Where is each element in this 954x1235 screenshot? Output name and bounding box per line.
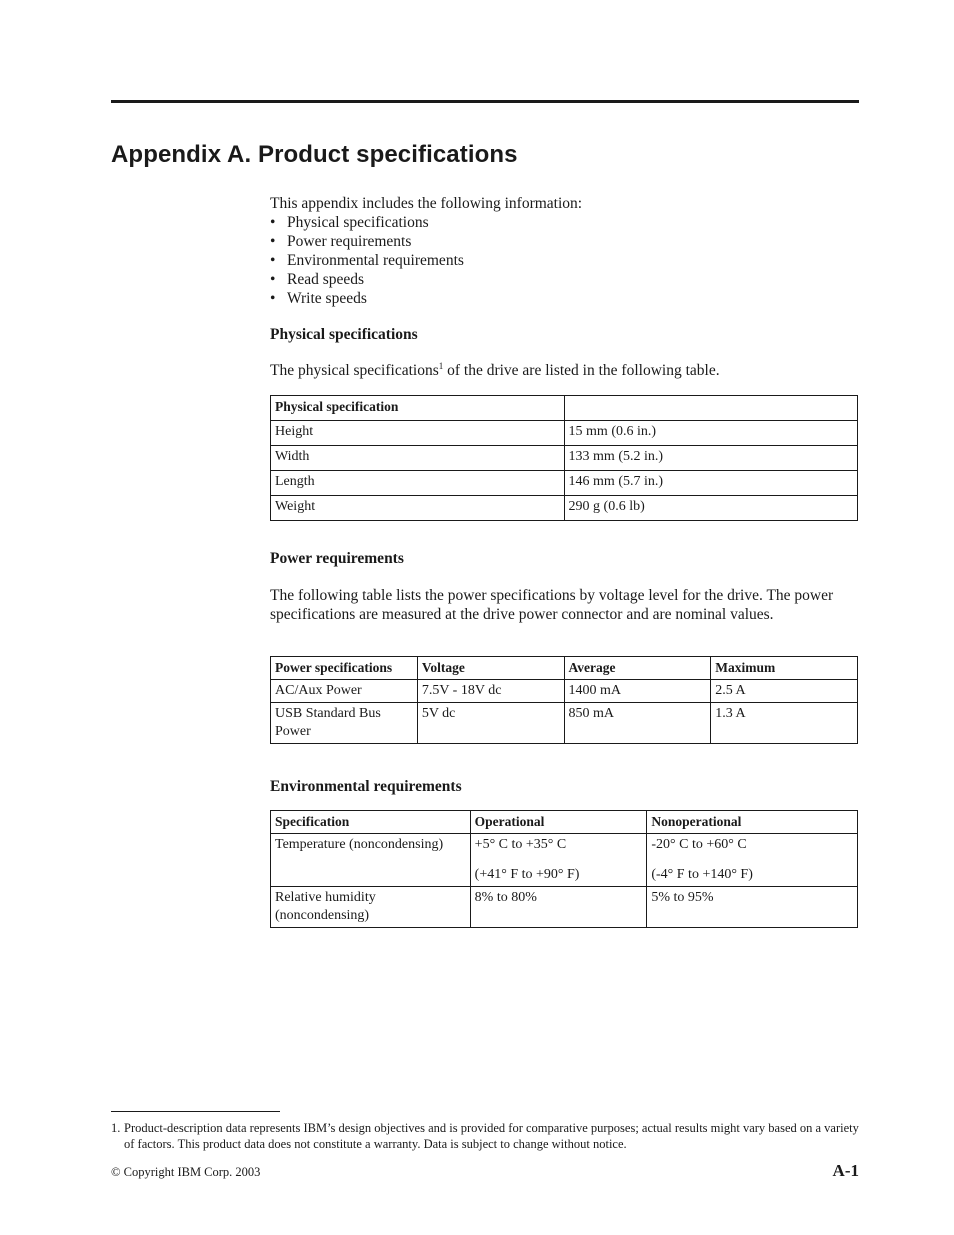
table-cell: 5V dc (417, 703, 564, 744)
table-row (271, 834, 858, 887)
table-header-row (271, 811, 858, 834)
toc-item: • Physical specifications (270, 214, 429, 231)
table-row (271, 496, 858, 521)
column-header: Average (564, 657, 711, 680)
table-cell: 133 mm (5.2 in.) (564, 446, 857, 471)
table-row (271, 703, 858, 744)
toc-item: • Write speeds (270, 290, 367, 307)
table-cell: AC/Aux Power (271, 680, 418, 703)
physical-table (270, 395, 858, 521)
table-cell: 290 g (0.6 lb) (564, 496, 857, 521)
toc-item: • Power requirements (270, 233, 412, 250)
celsius-range: -20° C to +60° C (651, 837, 747, 852)
table-cell (647, 834, 858, 887)
table-cell: 8% to 80% (470, 887, 647, 928)
table-cell (470, 834, 647, 887)
column-header: Physical specification (271, 396, 565, 421)
bullet-icon: • (270, 271, 276, 288)
bullet-icon: • (270, 233, 276, 250)
table-row (271, 680, 858, 703)
table-cell: 1.3 A (711, 703, 858, 744)
intro-text: This appendix includes the following information: (270, 195, 583, 212)
table-cell: 2.5 A (711, 680, 858, 703)
column-header: Voltage (417, 657, 564, 680)
footnote-text: Product-description data represents IBM’s design objectives and is provided for comparative purposes; actual results might vary based on a variety of factors. This product data does not constitute a warranty. Data is subject to change without notice. (124, 1121, 859, 1151)
table-cell: 7.5V - 18V dc (417, 680, 564, 703)
table-cell: 850 mA (564, 703, 711, 744)
physical-text: The physical specifications$^1$ of the drive are listed in the following table. (270, 361, 720, 379)
environmental-heading: Environmental requirements (270, 778, 462, 795)
copyright: © Copyright IBM Corp. 2003 (111, 1165, 261, 1179)
table-cell: Temperature (noncondensing) (271, 834, 471, 887)
power-heading: Power requirements (270, 550, 404, 567)
table-cell: Weight (271, 496, 565, 521)
fahrenheit-range: (+41° F to +90° F) (474, 867, 580, 882)
fahrenheit-range: (-4° F to +140° F) (651, 867, 753, 882)
table-cell: 1400 mA (564, 680, 711, 703)
power-table (270, 656, 858, 744)
celsius-range: +5° C to +35° C (474, 837, 567, 852)
column-header (564, 396, 857, 421)
table-row (271, 446, 858, 471)
bullet-icon: • (270, 252, 276, 269)
header-rule (111, 100, 859, 103)
table-cell: 15 mm (0.6 in.) (564, 421, 857, 446)
bullet-icon: • (270, 290, 276, 307)
table-cell: Width (271, 446, 565, 471)
table-cell: Height (271, 421, 565, 446)
table-cell: Length (271, 471, 565, 496)
column-header: Nonoperational (647, 811, 858, 834)
power-text: The following table lists the power specifications by voltage level for the drive. The power specifications are measured at the drive power connector and are nominal values. (270, 587, 834, 623)
intro-section (270, 194, 859, 308)
table-cell: Relative humidity (noncondensing) (271, 887, 471, 928)
column-header: Operational (470, 811, 647, 834)
table-row (271, 421, 858, 446)
physical-heading: Physical specifications (270, 326, 418, 343)
table-cell: USB Standard Bus Power (271, 703, 418, 744)
footnote-rule (111, 1111, 280, 1112)
toc-item: • Environmental requirements (270, 252, 464, 269)
table-header-row (271, 657, 858, 680)
table-row (271, 471, 858, 496)
page-number: A-1 (832, 1161, 859, 1180)
page-title: Appendix A. Product specifications (111, 141, 518, 168)
footnote (111, 1120, 859, 1152)
column-header: Specification (271, 811, 471, 834)
toc-item: • Read speeds (270, 271, 365, 288)
table-cell: 146 mm (5.7 in.) (564, 471, 857, 496)
environmental-table (270, 810, 858, 928)
column-header: Power specifications (271, 657, 418, 680)
table-header-row (271, 396, 858, 421)
bullet-icon: • (270, 214, 276, 231)
table-row (271, 887, 858, 928)
table-cell: 5% to 95% (647, 887, 858, 928)
footnote-number: 1. (111, 1121, 121, 1135)
column-header: Maximum (711, 657, 858, 680)
footnote-ref: 1 (438, 361, 444, 371)
toc-list (270, 213, 859, 308)
